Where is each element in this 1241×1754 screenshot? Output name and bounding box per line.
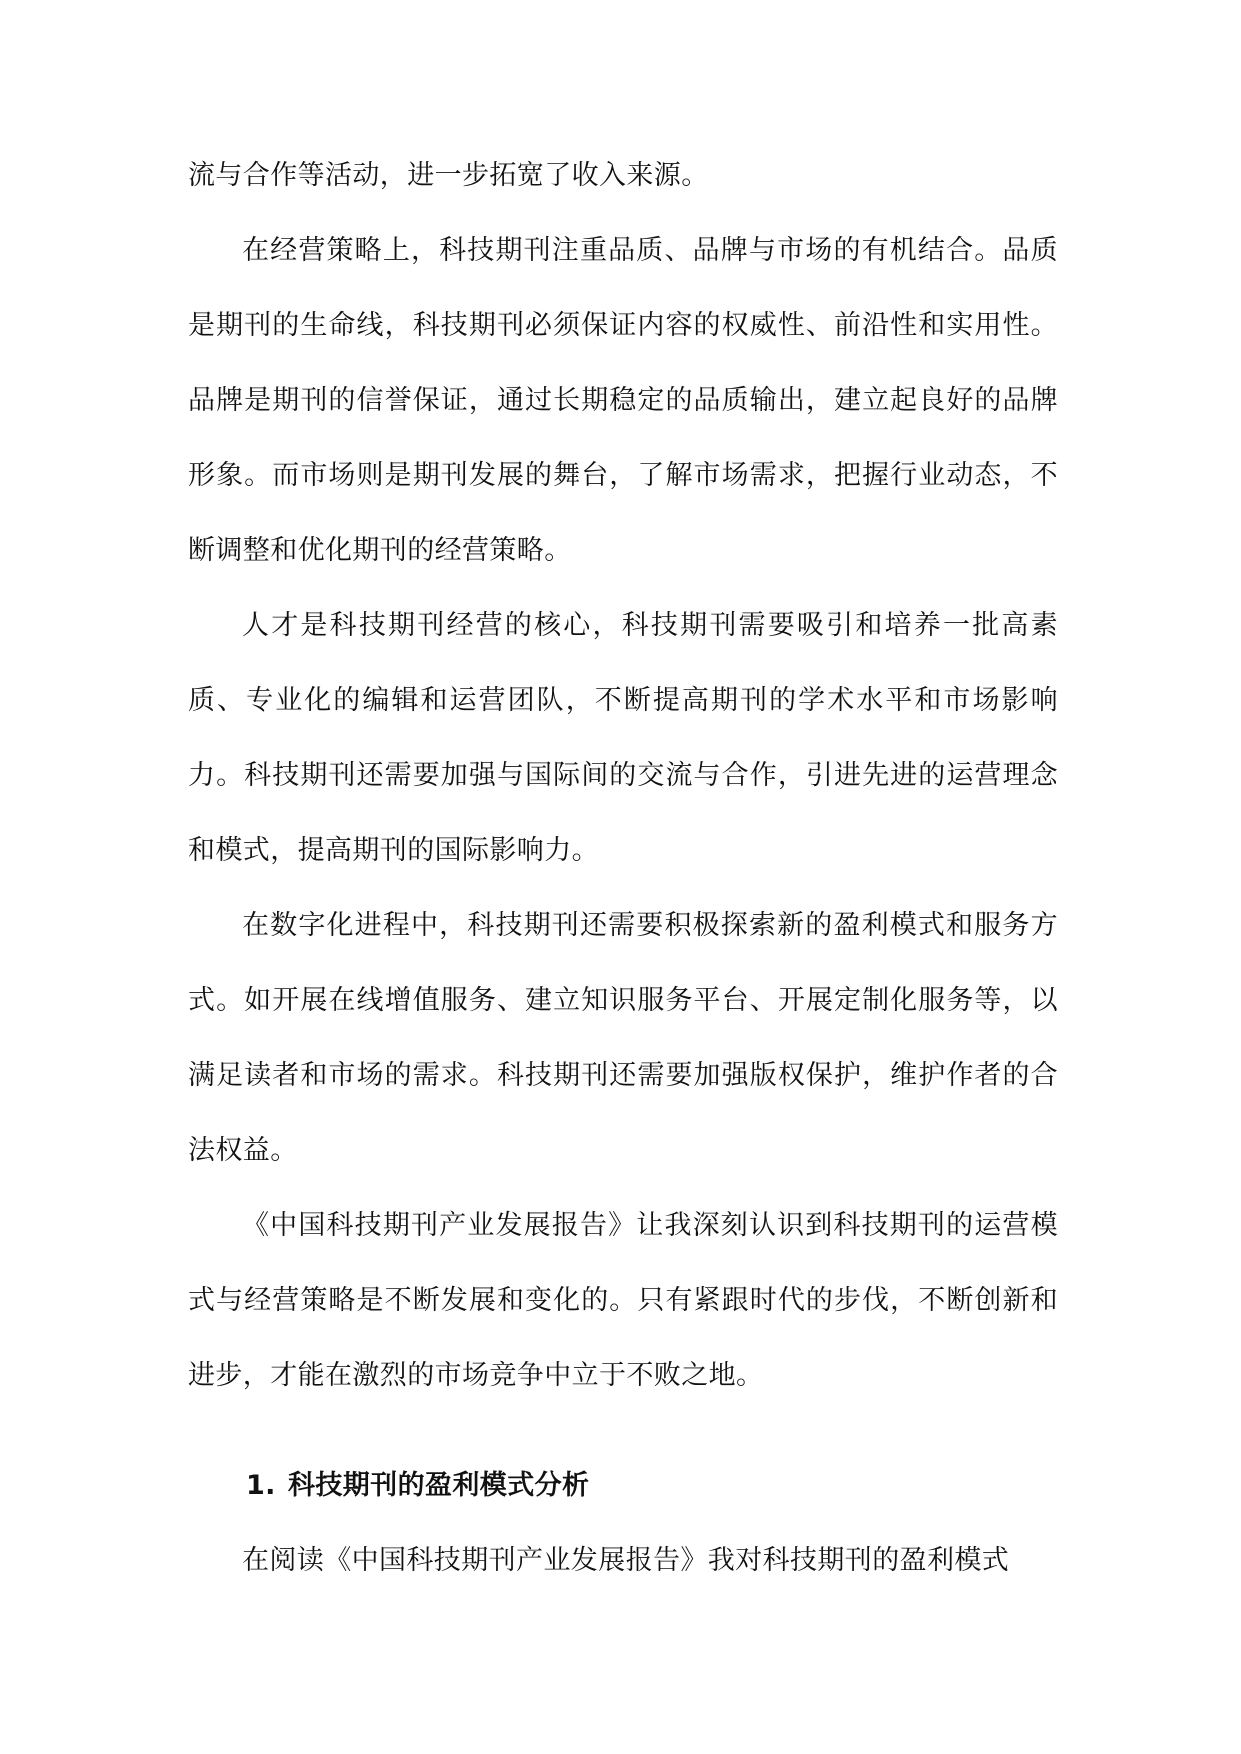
- section-title: 科技期刊的盈利模式分析: [288, 1470, 590, 1501]
- paragraph-business-strategy: 在经营策略上，科技期刊注重品质、品牌与市场的有机结合。品质是期刊的生命线，科技期刊必须保证内容的权威性、前沿性和实用性。品牌是期刊的信誉保证，通过长期稳定的品质输出，建立起良好的品牌形象。而市场则是期刊发展的舞台，了解市场需求，把握行业动态，不断调整和优化期刊的经营策略。: [188, 235, 1058, 566]
- paragraph-talent: 人才是科技期刊经营的核心，科技期刊需要吸引和培养一批高素质、专业化的编辑和运营团队，不断提高期刊的学术水平和市场影响力。科技期刊还需要加强与国际间的交流与合作，引进先进的运营理念和模式，提高期刊的国际影响力。: [188, 610, 1058, 866]
- document-body: [188, 138, 1058, 1598]
- section-heading: [188, 1448, 1058, 1523]
- paragraph-profit-model-intro: 在阅读《中国科技期刊产业发展报告》我对科技期刊的盈利模式: [242, 1545, 1010, 1576]
- paragraph-report-summary: 《中国科技期刊产业发展报告》让我深刻认识到科技期刊的运营模式与经营策略是不断发展和变化的。只有紧跟时代的步伐，不断创新和进步，才能在激烈的市场竞争中立于不败之地。: [188, 1210, 1058, 1391]
- paragraph-digitalization: 在数字化进程中，科技期刊还需要积极探索新的盈利模式和服务方式。如开展在线增值服务、建立知识服务平台、开展定制化服务等，以满足读者和市场的需求。科技期刊还需要加强版权保护，维护作者的合法权益。: [188, 910, 1058, 1166]
- paragraph-continuation: 流与合作等活动，进一步拓宽了收入来源。: [188, 160, 709, 191]
- section-number: 1.: [246, 1470, 276, 1501]
